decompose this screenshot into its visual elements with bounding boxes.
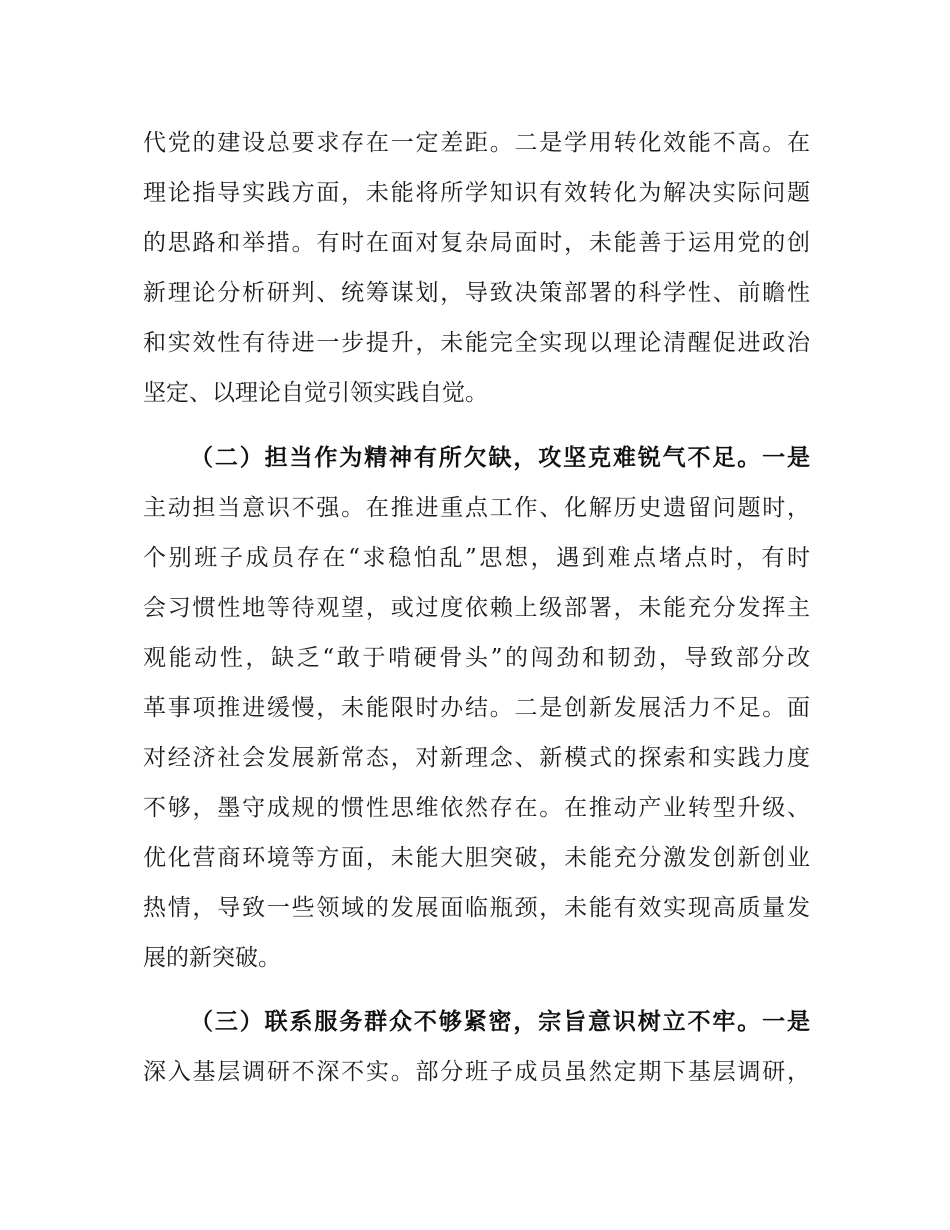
paragraph-line: 深入基层调研不深不实。部分班子成员虽然定期下基层调研， xyxy=(143,1059,810,1085)
paragraph-line: 新理论分析研判、统筹谋划，导致决策部署的科学性、前瞻性 xyxy=(143,280,810,306)
paragraph-line: 对经济社会发展新常态，对新理念、新模式的探索和实践力度 xyxy=(143,745,810,771)
section-heading: （三）联系服务群众不够紧密，宗旨意识树立不牢。一是 xyxy=(190,1009,810,1035)
paragraph-line: 代党的建设总要求存在一定差距。二是学用转化效能不高。在 xyxy=(143,130,810,156)
paragraph-line: 观能动性，缺乏“敢于啃硬骨头”的闯劲和韧劲，导致部分改 xyxy=(143,645,810,671)
section-heading: （二）担当作为精神有所欠缺，攻坚克难锐气不足。一是 xyxy=(190,445,810,471)
paragraph-line: 不够，墨守成规的惯性思维依然存在。在推动产业转型升级、 xyxy=(143,795,810,821)
paragraph-line: 优化营商环境等方面，未能大胆突破，未能充分激发创新创业 xyxy=(143,845,810,871)
paragraph-line: 革事项推进缓慢，未能限时办结。二是创新发展活力不足。面 xyxy=(143,695,810,721)
paragraph-line: 展的新突破。 xyxy=(143,945,281,971)
paragraph-line: 会习惯性地等待观望，或过度依赖上级部署，未能充分发挥主 xyxy=(143,595,810,621)
paragraph-line: 坚定、以理论自觉引领实践自觉。 xyxy=(143,380,488,406)
paragraph-line: 的思路和举措。有时在面对复杂局面时，未能善于运用党的创 xyxy=(143,230,810,256)
paragraph-line: 主动担当意识不强。在推进重点工作、化解历史遗留问题时， xyxy=(143,495,810,521)
paragraph-line: 热情，导致一些领域的发展面临瓶颈，未能有效实现高质量发 xyxy=(143,895,810,921)
paragraph-line: 理论指导实践方面，未能将所学知识有效转化为解决实际问题 xyxy=(143,180,810,206)
paragraph-line: 个别班子成员存在“求稳怕乱”思想，遇到难点堵点时，有时 xyxy=(143,545,810,571)
paragraph-line: 和实效性有待进一步提升，未能完全实现以理论清醒促进政治 xyxy=(143,330,810,356)
